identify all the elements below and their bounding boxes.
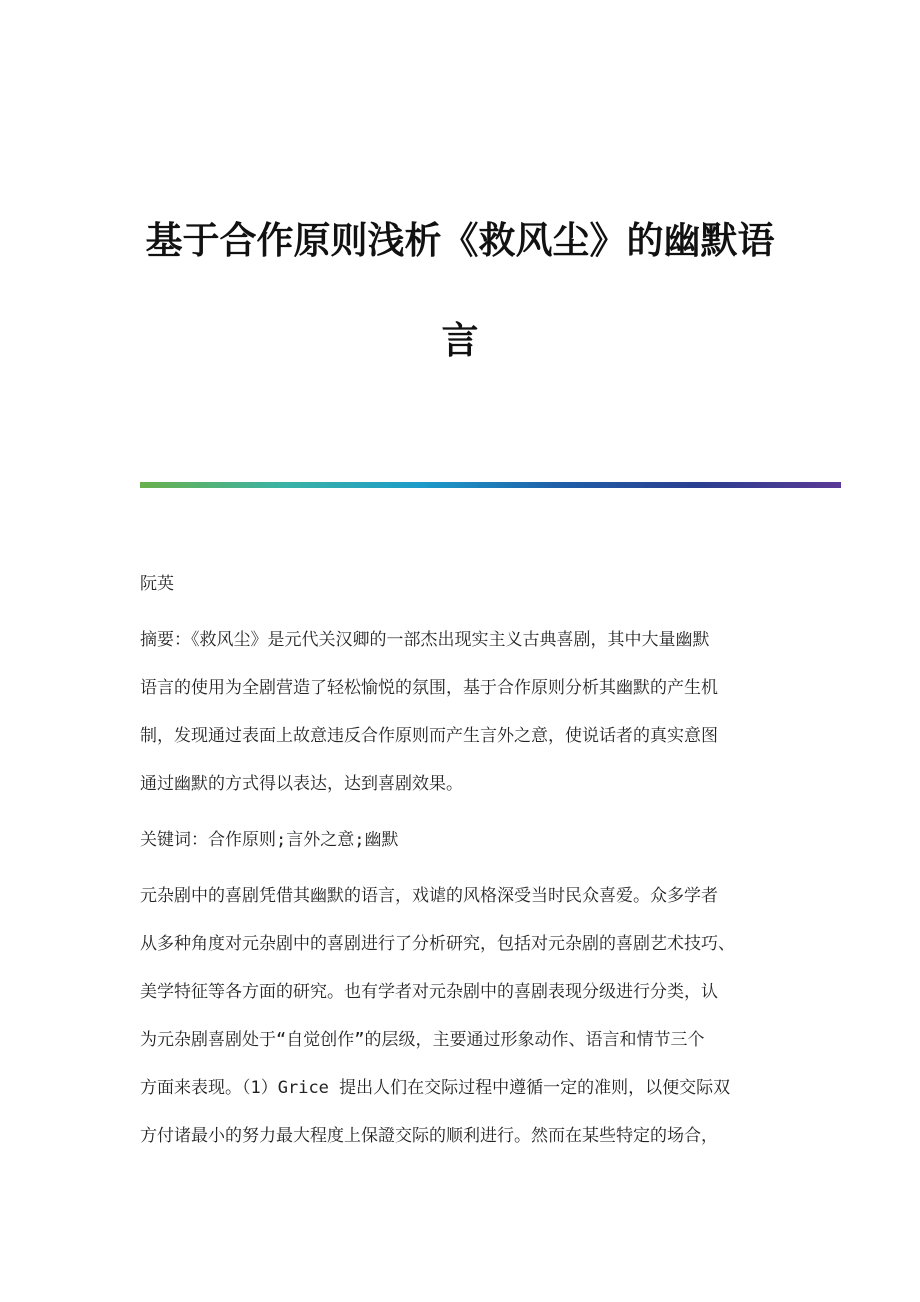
title-line-2: 言 [441, 318, 479, 362]
abstract-line: 摘要：《救风尘》是元代关汉卿的一部杰出现实主义古典喜剧，其中大量幽默 [140, 630, 710, 650]
abstract-line: 制，发现通过表面上故意违反合作原则而产生言外之意，使说话者的真实意图 [140, 726, 718, 746]
body-line: 美学特征等各方面的研究。也有学者对元杂剧中的喜剧表现分级进行分类，认 [140, 982, 718, 1002]
body-line: 为元杂剧喜剧处于“自觉创作”的层级，主要通过形象动作、语言和情节三个 [140, 1030, 705, 1050]
title-divider [140, 482, 841, 488]
title-line-1: 基于合作原则浅析《救风尘》的幽默语 [145, 218, 775, 262]
body-line: 元杂剧中的喜剧凭借其幽默的语言，戏谑的风格深受当时民众喜爱。众多学者 [140, 886, 718, 906]
abstract-line: 通过幽默的方式得以表达，达到喜剧效果。 [140, 774, 463, 794]
body-line: 方付诸最小的努力最大程度上保證交际的顺利进行。然而在某些特定的场合， [140, 1126, 718, 1146]
author: 阮英 [140, 574, 174, 594]
document-title [140, 190, 780, 390]
keywords: 关键词：合作原则;言外之意;幽默 [140, 830, 399, 850]
abstract-line: 语言的使用为全剧营造了轻松愉悦的氛围，基于合作原则分析其幽默的产生机 [140, 678, 718, 698]
body-line: 方面来表现。（1）Grice 提出人们在交际过程中遵循一定的准则，以便交际双 [140, 1078, 731, 1098]
body-line: 从多种角度对元杂剧中的喜剧进行了分析研究，包括对元杂剧的喜剧艺术技巧、 [140, 934, 735, 954]
